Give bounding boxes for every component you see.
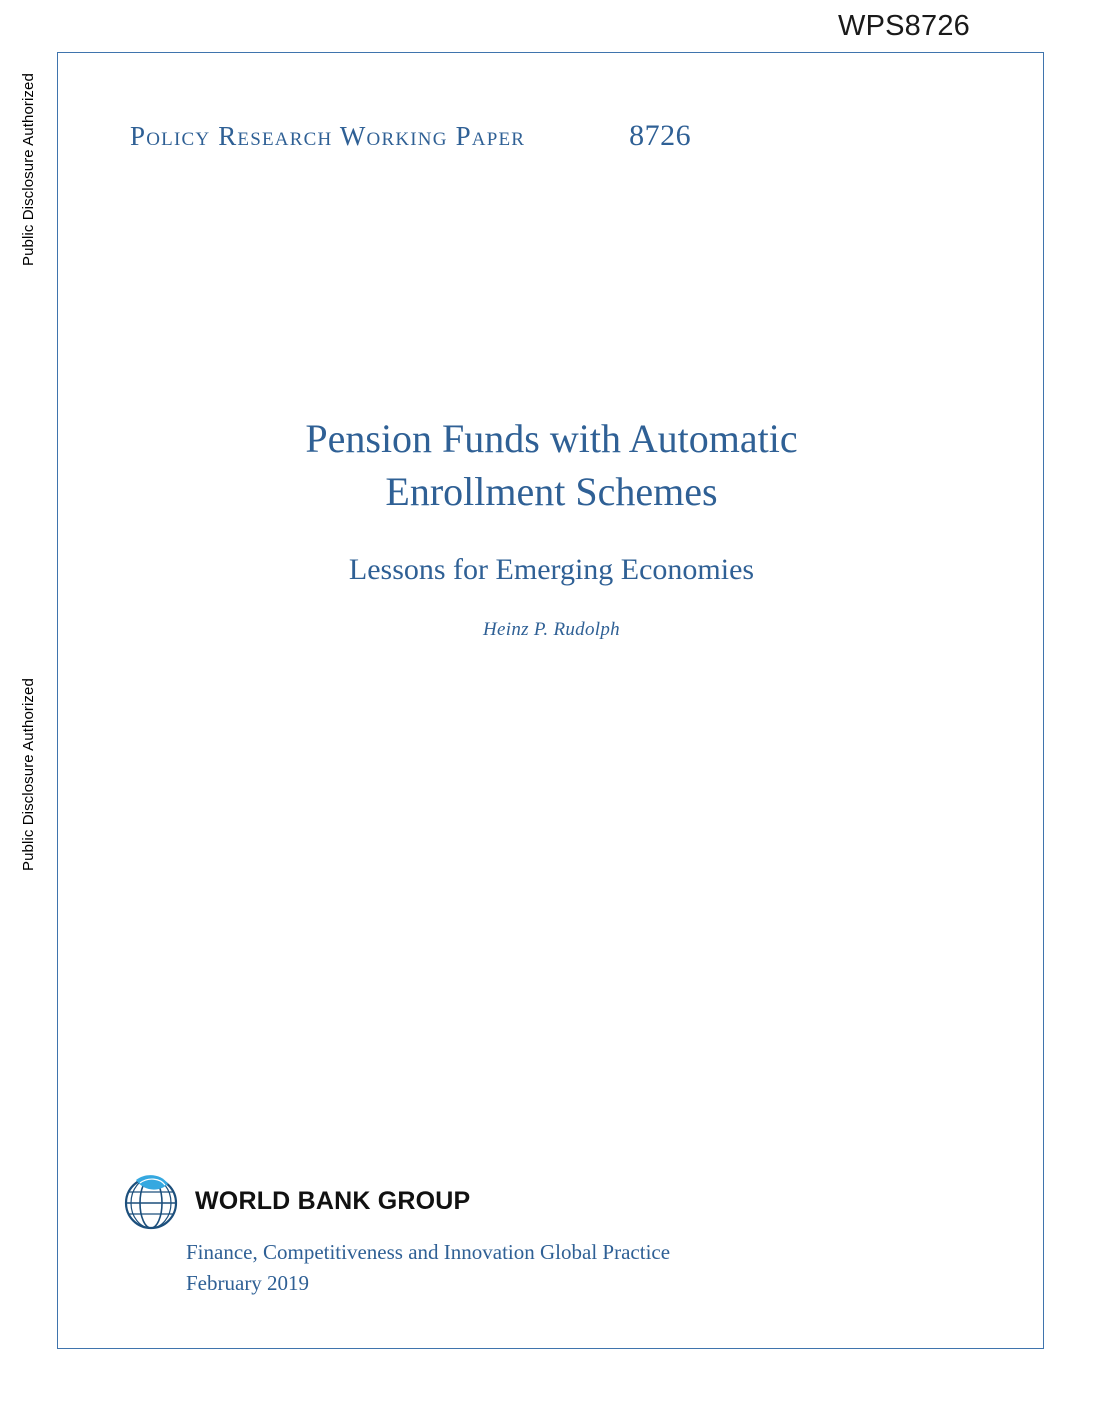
series-title: Policy Research Working Paper: [130, 121, 526, 151]
disclosure-label-top-text: Public Disclosure Authorized: [20, 73, 37, 266]
author-name: Heinz P. Rudolph: [483, 618, 620, 640]
organization-name: WORLD BANK GROUP: [195, 1186, 471, 1215]
series-paper-number: 8726: [629, 119, 692, 152]
public-disclosure-strip: [0, 0, 54, 1416]
page-subtitle: Lessons for Emerging Economies: [348, 552, 755, 586]
title-block: [58, 413, 1045, 641]
globe-icon: [120, 1170, 182, 1232]
disclosure-label-bottom-text: Public Disclosure Authorized: [20, 678, 37, 871]
logo-row: [120, 1168, 1020, 1234]
publication-date: February 2019: [186, 1271, 310, 1295]
wps-number: WPS8726: [838, 10, 970, 42]
cover-frame: [57, 52, 1044, 1349]
page-title: Pension Funds with Automatic Enrollment Schemes: [305, 416, 798, 514]
global-practice: Finance, Competitiveness and Innovation Global Practice: [186, 1240, 671, 1264]
footer-block: [120, 1168, 1020, 1296]
series-header: [130, 119, 930, 153]
